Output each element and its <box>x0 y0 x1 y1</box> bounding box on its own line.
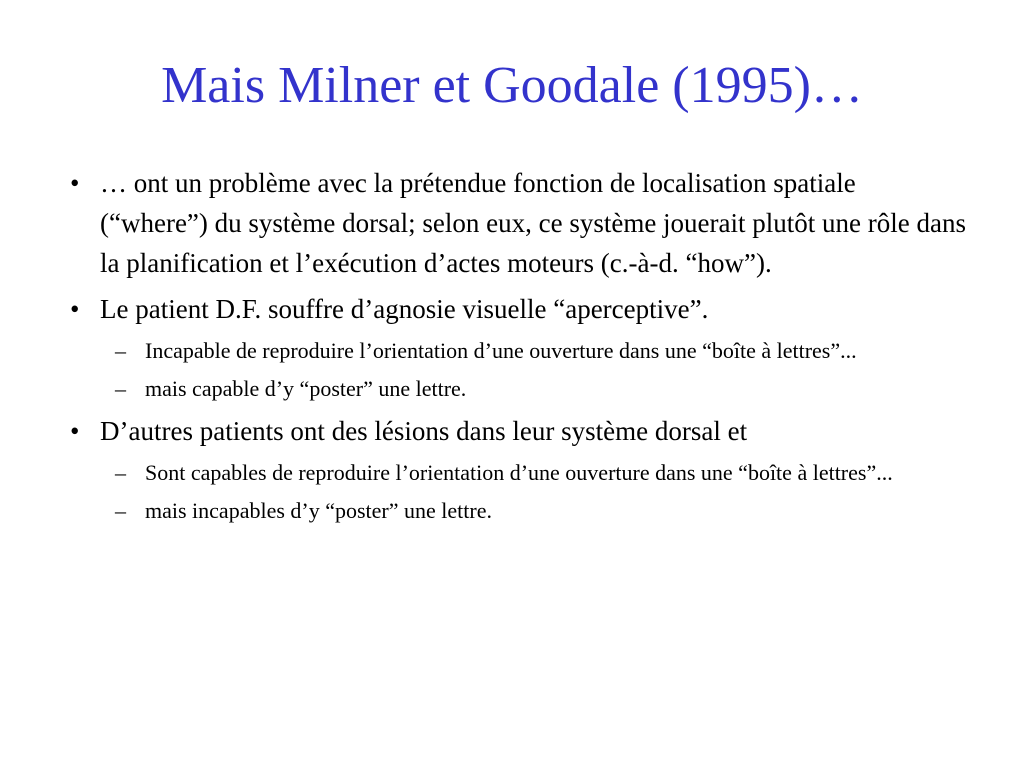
slide-body <box>70 163 970 533</box>
sub-bullet-text: mais capable d’y “poster” une lettre. <box>145 376 467 401</box>
dash-icon: – <box>115 498 126 523</box>
slide-title: Mais Milner et Goodale (1995)… <box>161 57 863 114</box>
sub-bullet-item <box>70 495 970 527</box>
sub-bullet-text: Sont capables de reproduire l’orientation d’une ouverture dans une “boîte à lettres”... <box>145 460 893 485</box>
dash-icon: – <box>115 460 126 485</box>
sub-bullet-item <box>70 373 970 405</box>
dash-icon: – <box>115 338 126 363</box>
bullet-text: … ont un problème avec la prétendue fonction de localisation spatiale (“where”) du système dorsal; selon eux, ce système jouerait plutôt une rôle dans la planification et l’exécution d’actes moteurs (c.-à-d. “how”). <box>100 168 966 278</box>
bullet-text: D’autres patients ont des lésions dans leur système dorsal et <box>100 416 748 446</box>
bullet-item <box>70 289 970 329</box>
dash-icon: – <box>115 376 126 401</box>
bullet-text: Le patient D.F. souffre d’agnosie visuelle “aperceptive”. <box>100 294 709 324</box>
sub-bullet-text: Incapable de reproduire l’orientation d’une ouverture dans une “boîte à lettres”... <box>145 338 857 363</box>
bullet-item <box>70 411 970 451</box>
sub-bullet-item <box>70 335 970 367</box>
bullet-icon: • <box>70 168 80 198</box>
bullet-item <box>70 163 970 283</box>
bullet-icon: • <box>70 294 80 324</box>
sub-bullet-text: mais incapables d’y “poster” une lettre. <box>145 498 492 523</box>
bullet-icon: • <box>70 416 80 446</box>
sub-bullet-item <box>70 457 970 489</box>
